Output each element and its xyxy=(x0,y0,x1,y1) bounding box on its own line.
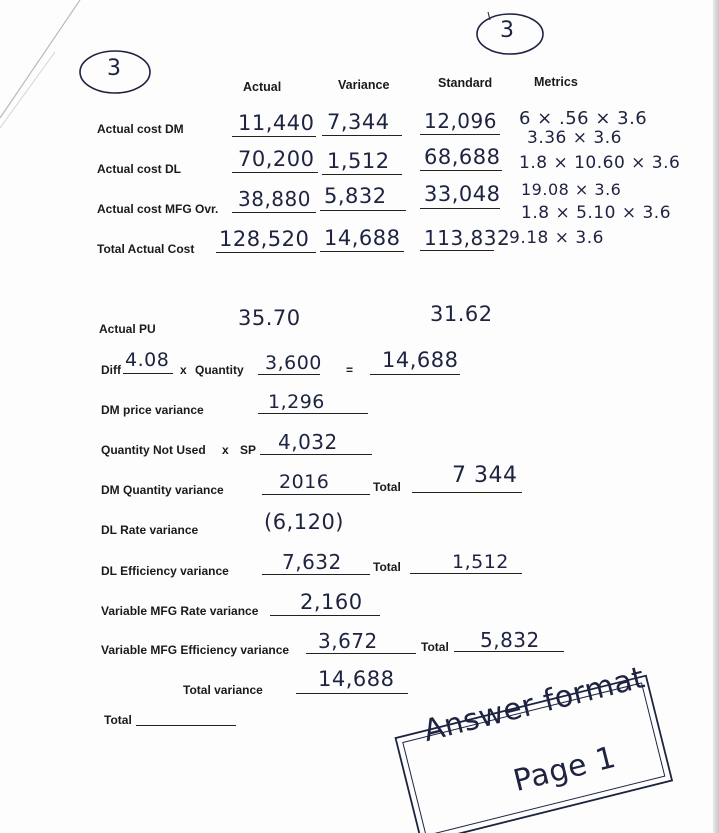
note-answer-format: Answer format xyxy=(420,660,649,749)
underline xyxy=(262,494,370,495)
dl-efficiency-variance-label: DL Efficiency variance xyxy=(101,564,229,578)
times-symbol: x xyxy=(180,363,187,377)
underline xyxy=(322,135,402,136)
underline xyxy=(232,136,316,137)
times-symbol-2: x xyxy=(222,443,229,457)
circle-left-number: 3 xyxy=(107,56,122,81)
sp-label: SP xyxy=(240,443,257,457)
underline xyxy=(420,134,500,135)
dl-rate-variance-value: (6,120) xyxy=(264,510,345,534)
actual-pu-label: Actual PU xyxy=(99,322,156,336)
total-variance-label: Total variance xyxy=(183,683,263,697)
scan-right-edge xyxy=(713,0,719,833)
underline xyxy=(412,492,522,493)
quantity-value: 3,600 xyxy=(265,352,322,374)
mfg-total-value: 5,832 xyxy=(480,628,540,652)
var-mfg-rate-variance-label: Variable MFG Rate variance xyxy=(101,604,259,618)
dm-total-label: Total xyxy=(373,480,401,494)
footer-total-label: Total xyxy=(104,713,132,727)
underline xyxy=(320,251,404,252)
variance-total-value: 14,688 xyxy=(324,226,401,250)
dm-price-variance-label: DM price variance xyxy=(101,403,204,417)
dl-rate-variance-label: DL Rate variance xyxy=(101,523,199,537)
var-mfg-rate-variance-value: 2,160 xyxy=(300,590,363,614)
underline xyxy=(420,250,494,251)
underline xyxy=(270,615,380,616)
underline xyxy=(370,374,460,375)
underline xyxy=(262,574,370,575)
actual-mfg-value: 38,880 xyxy=(238,187,311,211)
dl-efficiency-variance-value: 7,632 xyxy=(282,550,342,574)
underline xyxy=(322,174,402,175)
underline xyxy=(216,252,316,253)
dm-quantity-variance-label: DM Quantity variance xyxy=(101,483,224,497)
row-label-dm: Actual cost DM xyxy=(97,122,184,136)
metric-dl: 1.8 × 10.60 × 3.6 xyxy=(519,153,681,173)
col-header-actual: Actual xyxy=(243,80,282,94)
scan-fold-line-2 xyxy=(0,52,55,128)
underline xyxy=(420,170,502,171)
metric-extra-1: 3.36 × 3.6 xyxy=(527,128,622,148)
var-mfg-eff-variance-value: 3,672 xyxy=(318,629,378,653)
col-header-variance: Variance xyxy=(338,78,390,92)
row-label-mfg: Actual cost MFG Ovr. xyxy=(97,202,219,216)
total-variance-value: 14,688 xyxy=(318,667,395,691)
metric-extra-2: 1.8 × 5.10 × 3.6 xyxy=(521,203,672,223)
row-label-total: Total Actual Cost xyxy=(97,242,195,256)
diff-value: 4.08 xyxy=(125,349,170,371)
underline xyxy=(454,651,564,652)
underline xyxy=(306,653,416,654)
underline xyxy=(410,573,522,574)
underline xyxy=(258,374,320,375)
note-page-1: Page 1 xyxy=(510,739,620,799)
underline xyxy=(320,210,406,211)
dm-quantity-variance-value: 2016 xyxy=(279,471,330,493)
footer-total-line xyxy=(136,725,236,726)
underline xyxy=(232,172,318,173)
diff-result-value: 14,688 xyxy=(382,348,459,372)
mfg-total-label: Total xyxy=(421,640,449,654)
dm-total-value: 7 344 xyxy=(452,463,518,488)
variance-dm-value: 7,344 xyxy=(327,110,390,134)
underline xyxy=(232,212,316,213)
underline xyxy=(258,413,368,414)
standard-total-value: 113,832 xyxy=(424,226,511,250)
row-label-dl: Actual cost DL xyxy=(97,162,182,176)
underline xyxy=(420,208,500,209)
metric-mfg: 19.08 × 3.6 xyxy=(521,180,622,199)
standard-dm-value: 12,096 xyxy=(424,109,497,133)
dl-total-label: Total xyxy=(373,560,401,574)
actual-total-value: 128,520 xyxy=(219,227,310,251)
metric-total: 9.18 × 3.6 xyxy=(509,228,604,248)
standard-dl-value: 68,688 xyxy=(424,145,501,169)
actual-dm-value: 11,440 xyxy=(238,111,315,135)
circle-right-number: 3 xyxy=(500,18,515,43)
dl-total-value: 1,512 xyxy=(452,551,509,573)
variance-dl-value: 1,512 xyxy=(327,149,390,173)
quantity-label: Quantity xyxy=(195,363,244,377)
metric-dm: 6 × .56 × 3.6 xyxy=(519,108,648,129)
variance-mfg-value: 5,832 xyxy=(324,184,387,208)
var-mfg-eff-variance-label: Variable MFG Efficiency variance xyxy=(101,643,290,657)
quantity-not-used-value: 4,032 xyxy=(278,430,338,454)
underline xyxy=(296,693,408,694)
quantity-not-used-label: Quantity Not Used xyxy=(101,443,206,457)
diff-label: Diff xyxy=(101,363,121,377)
equals-symbol: = xyxy=(346,363,354,377)
standard-mfg-value: 33,048 xyxy=(424,182,501,206)
underline xyxy=(260,454,372,455)
scan-fold-line xyxy=(0,0,80,118)
underline xyxy=(123,373,173,374)
col-header-metrics: Metrics xyxy=(534,75,578,89)
standard-pu-value: 31.62 xyxy=(430,302,493,326)
actual-pu-value: 35.70 xyxy=(238,306,301,330)
dm-price-variance-value: 1,296 xyxy=(268,391,325,413)
actual-dl-value: 70,200 xyxy=(238,147,315,171)
col-header-standard: Standard xyxy=(438,76,493,90)
